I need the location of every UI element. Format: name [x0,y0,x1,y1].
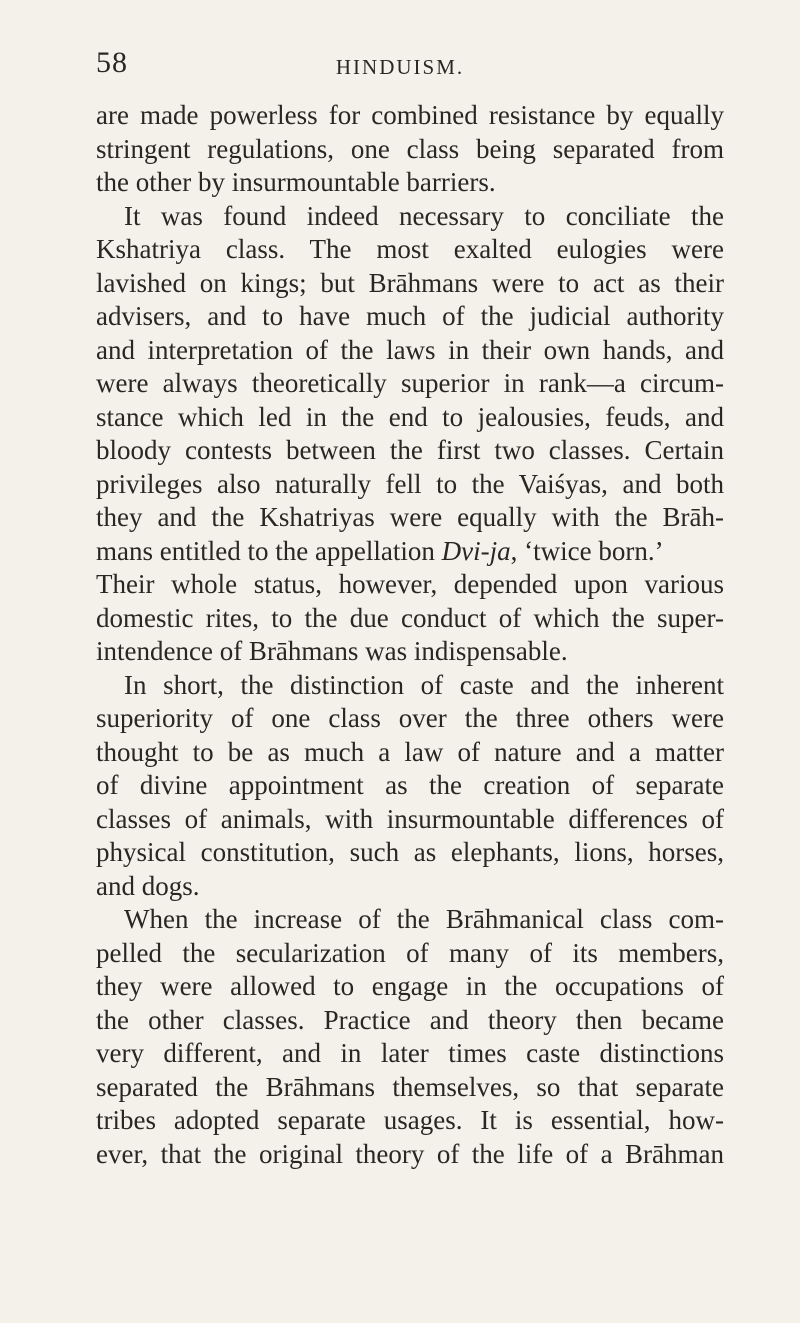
text-line: are made powerless for combined resistance by equally [96,100,724,130]
text-fragment: , ‘twice born.’ [510,535,664,566]
text-line: of divine appointment as the creation of separate [96,770,724,800]
page-number: 58 [96,46,128,79]
text-line: intendence of Brāhmans was indispensable. [96,636,568,666]
text-line: In short, the distinction of caste and the inherent [124,669,724,700]
text-line: bloody contests between the first two classes. Certain [96,435,724,465]
text-line: classes of animals, with insurmountable differences of [96,803,724,834]
text-line: Their whole status, however, depended upon various [96,569,724,599]
text-line [96,535,724,569]
text-line: Kshatriya class. The most exalted eulogies were [96,234,724,264]
text-line: were always theoretically superior in rank—a circum- [96,368,724,398]
text-line: lavished on kings; but Brāhmans were to act as their [96,267,724,298]
text-line: When the increase of the Brāhmanical class com- [124,904,724,934]
text-line: pelled the secularization of many of its members, [96,937,724,968]
text-line: they were allowed to engage in the occupations of [96,971,724,1001]
text-fragment: mans entitled to the appellation [96,535,435,566]
text-line: superiority of one class over the three others were [96,703,724,733]
italic-term: Dvi-ja [441,535,511,566]
text-line: and interpretation of the laws in their own hands, and [96,334,724,365]
text-line: tribes adopted separate usages. It is essential, how- [96,1105,724,1135]
text-line: thought to be as much a law of nature and a matter [96,736,724,767]
text-line: very different, and in later times caste distinctions [96,1038,724,1068]
text-line: privileges also naturally fell to the Vaiśyas, and both [96,468,724,499]
page-header [0,42,800,82]
text-line: the other classes. Practice and theory then became [96,1004,724,1035]
body-text [96,99,724,1171]
text-line: It was found indeed necessary to conciliate the [124,200,724,231]
text-line: physical constitution, such as elephants, lions, horses, [96,837,724,867]
text-line: the other by insurmountable barriers. [96,167,496,197]
text-line: stringent regulations, one class being separated from [96,133,724,164]
text-line: stance which led in the end to jealousies, feuds, and [96,401,724,432]
text-line: separated the Brāhmans themselves, so that separate [96,1071,724,1102]
text-line: they and the Kshatriyas were equally with the Brāh- [96,502,724,532]
text-line: and dogs. [96,870,200,901]
text-line: advisers, and to have much of the judicial authority [96,301,724,331]
text-line: domestic rites, to the due conduct of which the super- [96,602,724,633]
text-line: ever, that the original theory of the life of a Brāhman [96,1138,724,1169]
running-head: HINDUISM. [335,55,465,79]
